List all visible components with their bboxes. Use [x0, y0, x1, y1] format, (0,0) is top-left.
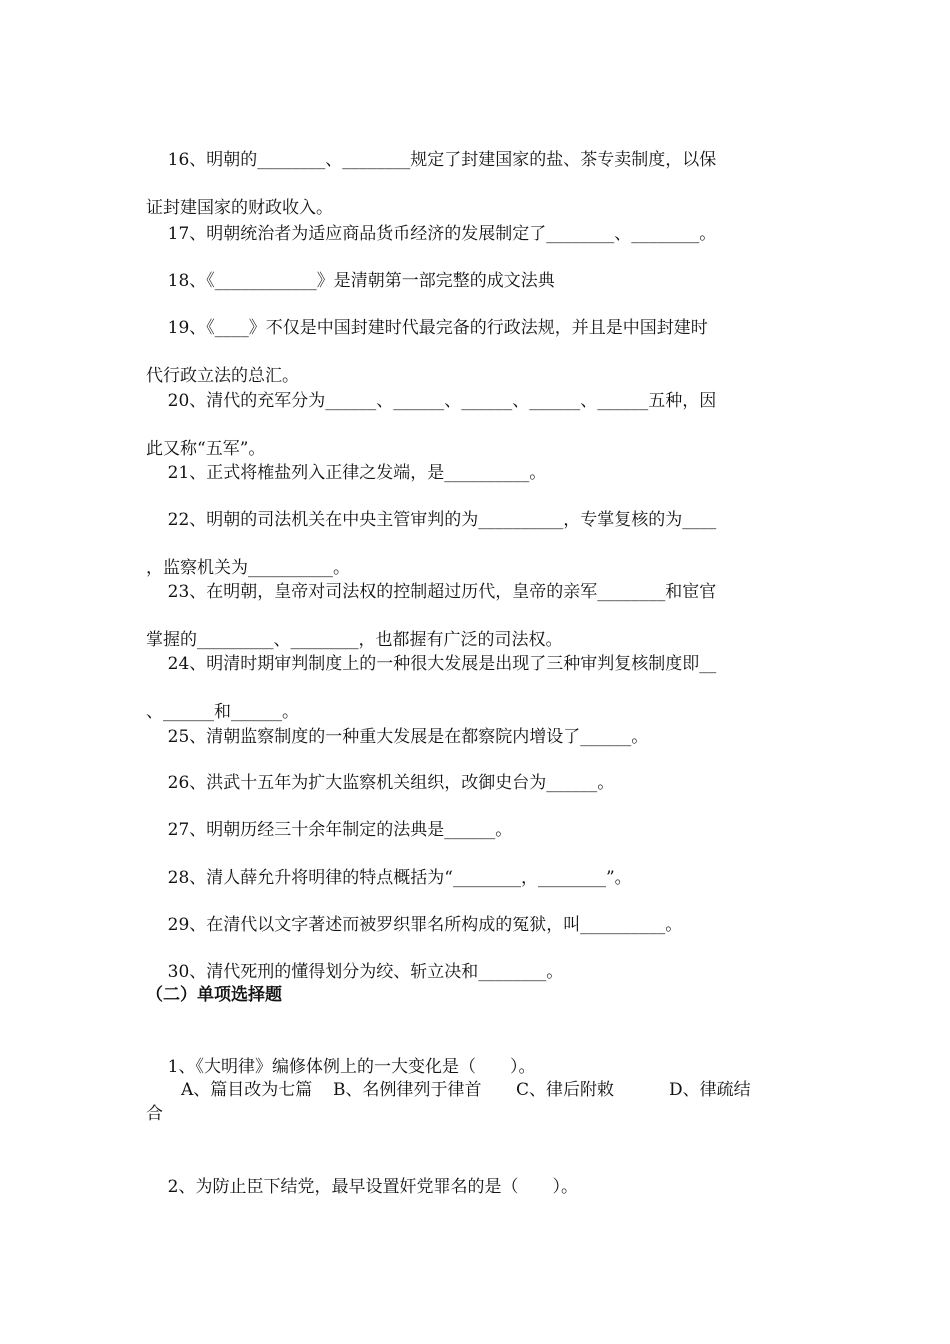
question-text: 23、在明朝，皇帝对司法权的控制超过历代，皇帝的亲军________和宦官 — [167, 582, 717, 602]
question-text: 19、《____》不仅是中国封建时代最完备的行政法规，并且是中国封建时 — [167, 318, 708, 338]
question-text-continued: ，监察机关为__________。 — [146, 558, 350, 578]
question-text: 17、明朝统治者为适应商品货币经济的发展制定了________、________。 — [167, 224, 717, 244]
question-text-continued: 掌握的_________、________，也都握有广泛的司法权。 — [146, 630, 563, 650]
question-stem: 2、为防止臣下结党，最早设置奸党罪名的是（ ）。 — [167, 1177, 578, 1197]
option-b: B、名例律列于律首 — [333, 1080, 482, 1100]
option-a: A、篇目改为七篇 — [181, 1080, 313, 1100]
question-text: 29、在清代以文字著述而被罗织罪名所构成的冤狱，叫__________。 — [167, 915, 683, 935]
question-text: 25、清朝监察制度的一种重大发展是在都察院内增设了______。 — [167, 727, 649, 747]
question-text: 18、《____________》是清朝第一部完整的成文法典 — [167, 271, 555, 291]
option-d: D、律疏结 — [669, 1080, 751, 1100]
question-text: 30、清代死刑的懂得划分为绞、斩立决和________。 — [167, 962, 564, 982]
question-text: 16、明朝的________、________规定了封建国家的盐、茶专卖制度，以保 — [167, 150, 717, 170]
question-text-continued: 证封建国家的财政收入。 — [146, 198, 333, 218]
question-text-continued: 此又称“五军”。 — [146, 439, 266, 459]
question-stem: 1、《大明律》编修体例上的一大变化是（ ）。 — [167, 1057, 536, 1077]
question-text: 28、清人薛允升将明律的特点概括为“________，________”。 — [167, 868, 632, 888]
question-text-continued: 、______和______。 — [146, 702, 299, 722]
question-text: 21、正式将榷盐列入正律之发端，是__________。 — [167, 463, 547, 483]
question-text: 27、明朝历经三十余年制定的法典是______。 — [167, 820, 513, 840]
option-c: C、律后附敕 — [516, 1080, 615, 1100]
choice-question-2 — [146, 1151, 806, 1223]
question-text: 20、清代的充军分为______、______、______、______、______五种，因 — [167, 391, 717, 411]
choice-options-1 — [146, 1078, 808, 1126]
question-text: 24、明清时期审判制度上的一种很大发展是出现了三种审判复核制度即__ — [167, 654, 717, 674]
section-heading: （二）单项选择题 — [146, 985, 282, 1005]
option-d-continued: 合 — [146, 1104, 163, 1124]
question-text-continued: 代行政立法的总汇。 — [146, 366, 299, 386]
question-text: 22、明朝的司法机关在中央主管审判的为__________，专掌复核的为____ — [167, 510, 717, 530]
question-text: 26、洪武十五年为扩大监察机关组织，改御史台为______。 — [167, 773, 615, 793]
